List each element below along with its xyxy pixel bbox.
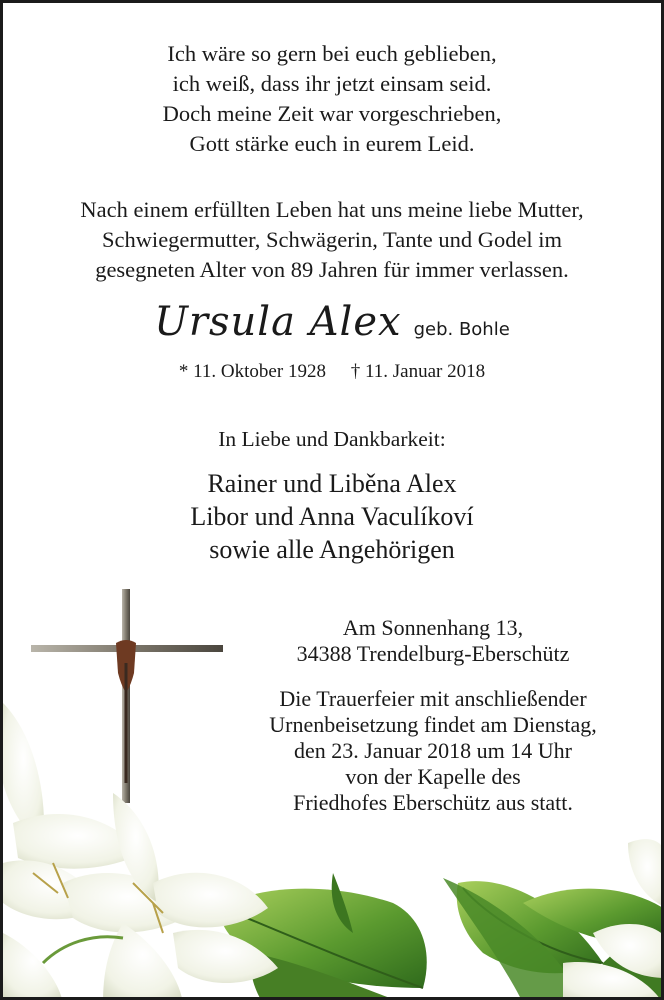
maiden-name: geb. Bohle — [413, 319, 510, 340]
service-line: Friedhofes Eberschütz aus statt. — [293, 790, 573, 815]
announcement-text — [3, 195, 661, 285]
service-line: Die Trauerfeier mit anschließender — [279, 686, 587, 711]
announcement-line: Nach einem erfüllten Leben hat uns meine liebe Mutter, — [80, 197, 584, 222]
service-line: den 23. Januar 2018 um 14 Uhr — [293, 738, 572, 763]
poem-line: Gott stärke euch in eurem Leid. — [189, 131, 475, 156]
mourner-line: Libor und Anna Vaculíkoví — [190, 502, 474, 531]
address-line: 34388 Trendelburg-Eberschütz — [296, 641, 570, 666]
cross-icon — [31, 589, 223, 803]
announcement-line: gesegneten Alter von 89 Jahren für immer verlassen. — [95, 257, 569, 282]
poem — [3, 39, 661, 159]
mourner-line: Rainer und Liběna Alex — [207, 469, 457, 498]
deceased-heading — [3, 299, 661, 345]
mourners-list — [3, 467, 661, 566]
poem-line: Ich wäre so gern bei euch geblieben, — [167, 41, 497, 66]
birth-date: * 11. Oktober 1928 — [178, 361, 326, 382]
life-dates — [3, 361, 661, 383]
service-line: von der Kapelle des — [345, 764, 521, 789]
poem-line: ich weiß, dass ihr jetzt einsam seid. — [172, 71, 492, 96]
poem-line: Doch meine Zeit war vorgeschrieben, — [162, 101, 502, 126]
service-line: Urnenbeisetzung findet am Dienstag, — [269, 712, 597, 737]
address-block — [231, 615, 635, 667]
dedication: In Liebe und Dankbarkeit: — [218, 427, 446, 451]
address-line: Am Sonnenhang 13, — [342, 615, 524, 640]
mourner-line: sowie alle Angehörigen — [209, 535, 455, 564]
service-info — [231, 686, 635, 816]
death-date: † 11. Januar 2018 — [350, 361, 486, 382]
announcement-line: Schwiegermutter, Schwägerin, Tante und Godel im — [101, 227, 563, 252]
deceased-name: Ursula Alex — [154, 299, 402, 345]
